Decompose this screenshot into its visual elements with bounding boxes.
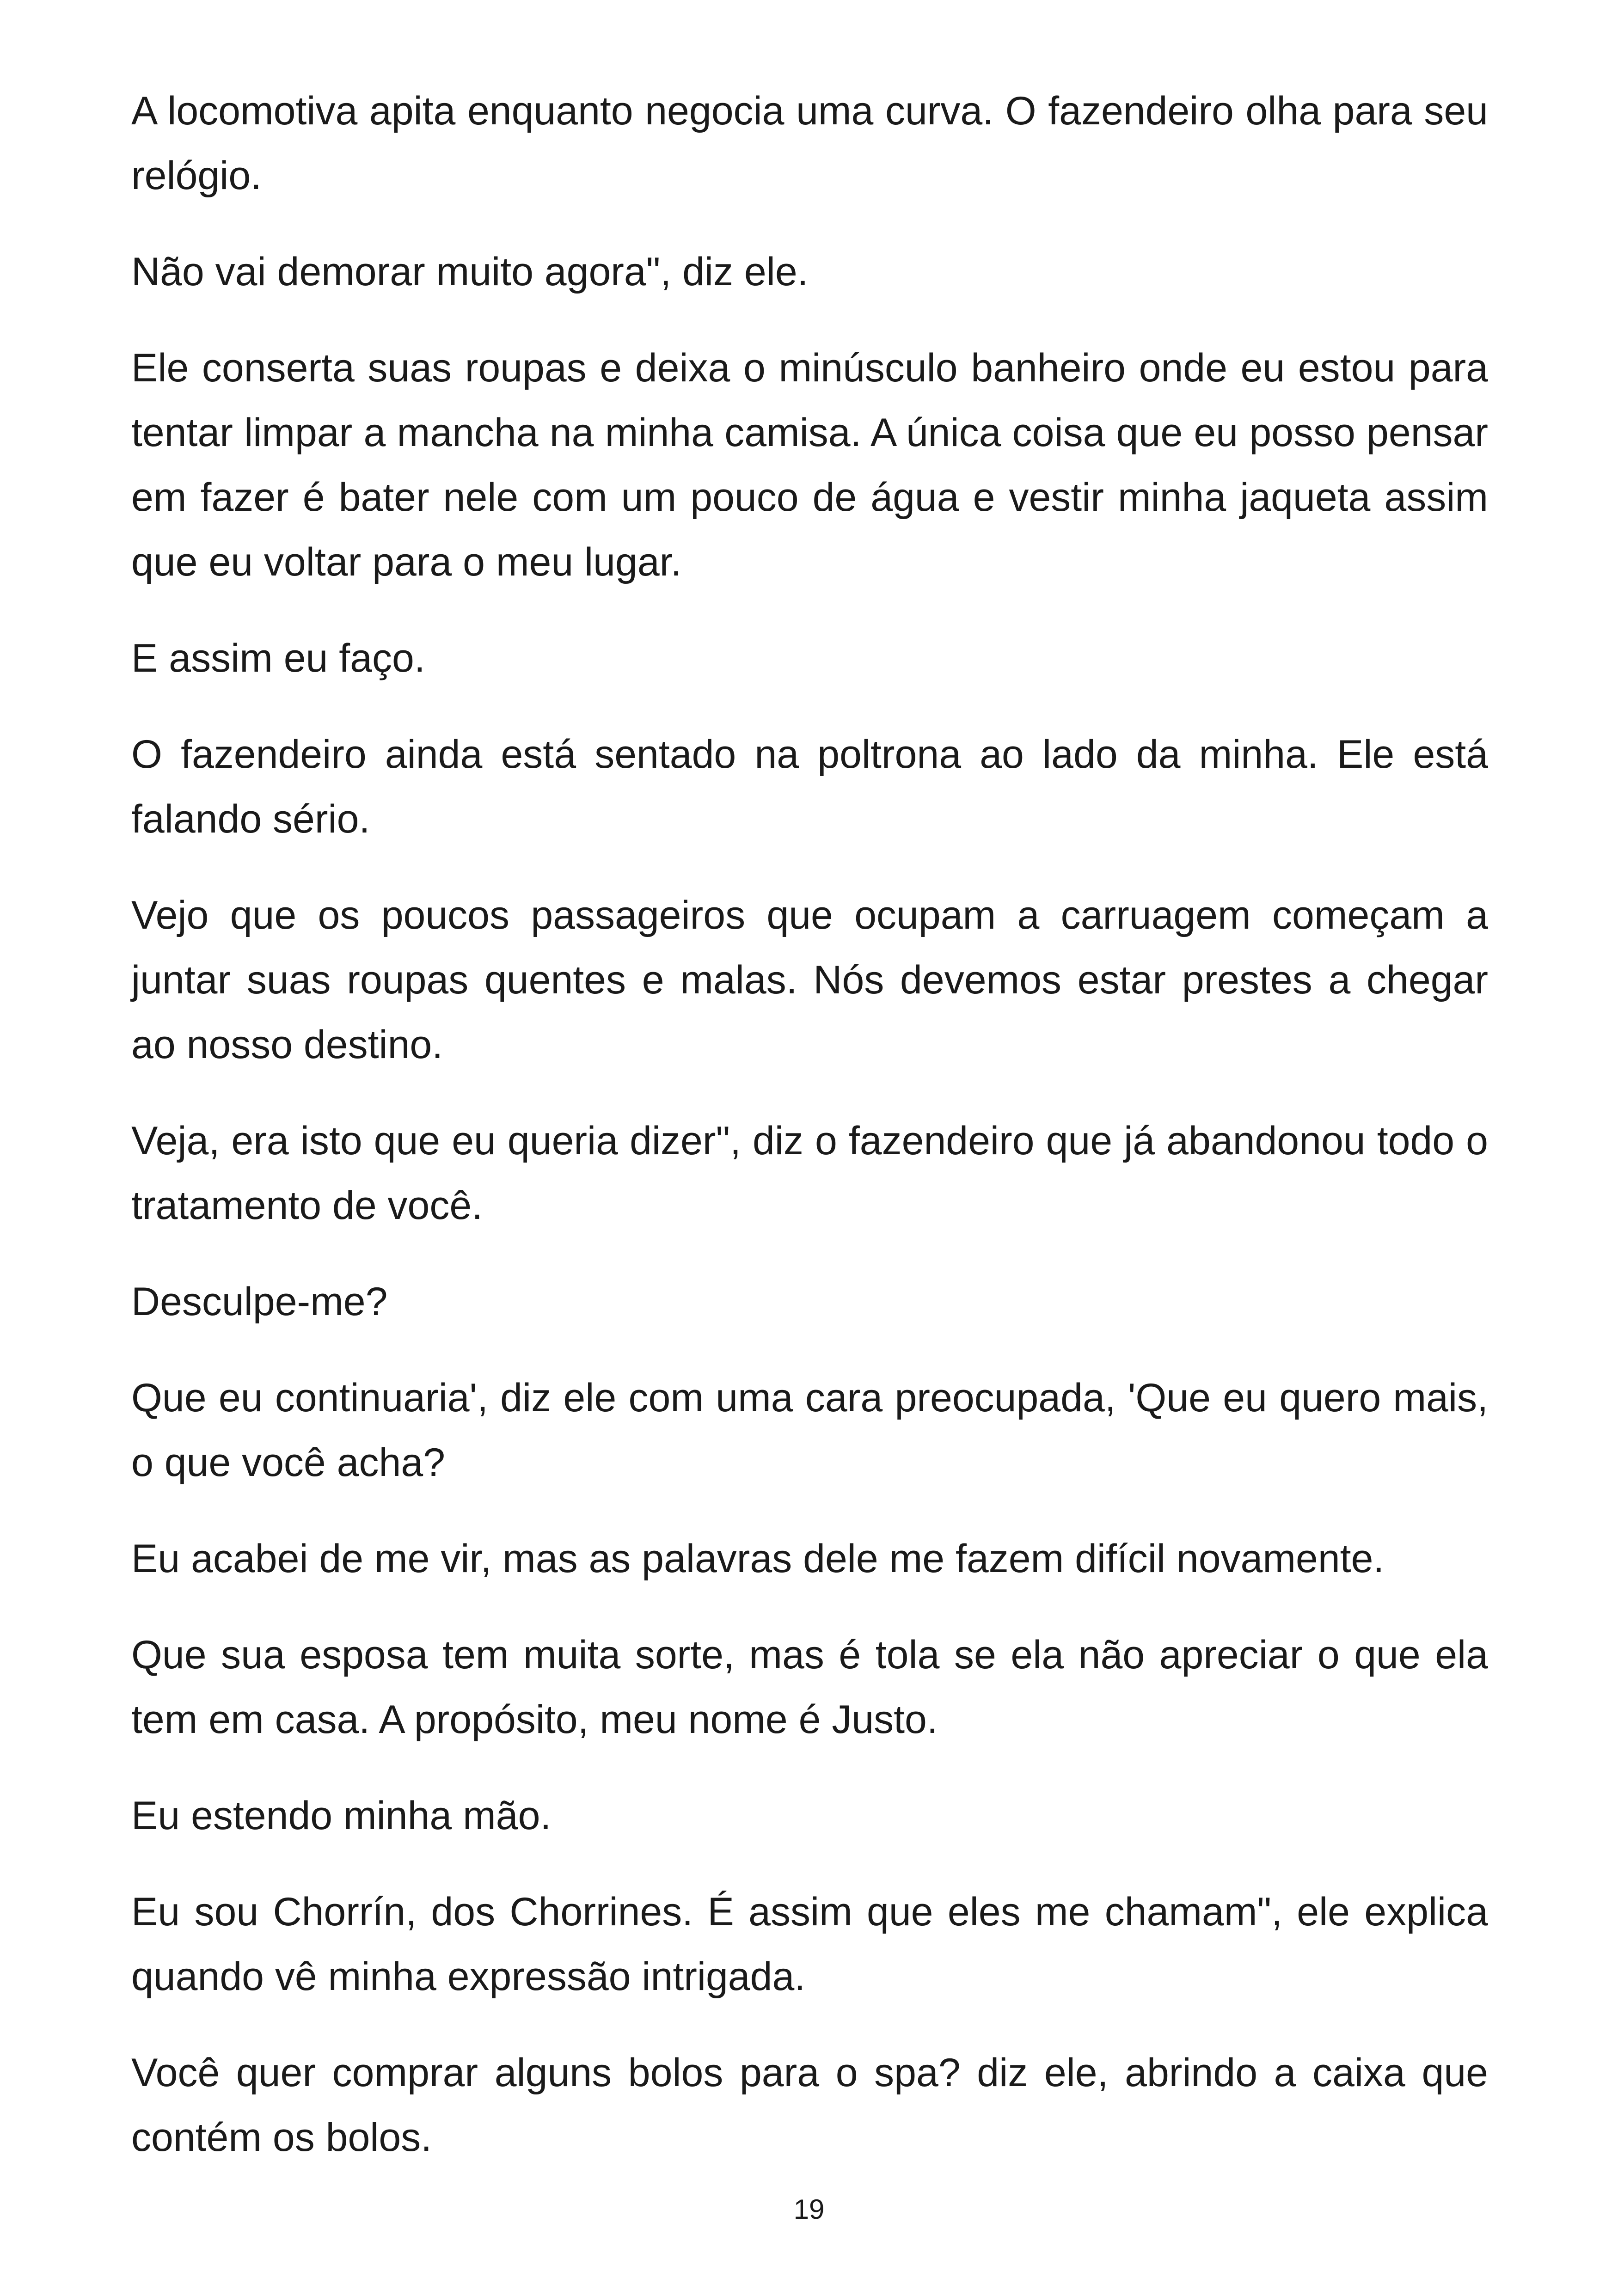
paragraph-1: A locomotiva apita enquanto negocia uma curva. O fazendeiro olha para seu relógio. [131,89,1488,198]
paragraph-14: Você quer comprar alguns bolos para o spa? diz ele, abrindo a caixa que contém os bolos. [131,2051,1488,2160]
paragraph-4: E assim eu faço. [131,636,425,680]
paragraph-6: Vejo que os poucos passageiros que ocupam a carruagem começam a juntar suas roupas quentes e malas. Nós devemos estar prestes a chegar ao nosso destino. [131,893,1488,1067]
paragraph-8: Desculpe-me? [131,1280,388,1324]
paragraph-2: Não vai demorar muito agora", diz ele. [131,250,809,294]
paragraph-5: O fazendeiro ainda está sentado na poltrona ao lado da minha. Ele está falando sério. [131,732,1488,841]
paragraph-13: Eu sou Chorrín, dos Chorrines. É assim que eles me chamam", ele explica quando vê minha expressão intrigada. [131,1890,1488,1999]
paragraph-10: Eu acabei de me vir, mas as palavras dele me fazem difícil novamente. [131,1537,1385,1581]
paragraph-12: Eu estendo minha mão. [131,1794,552,1838]
body-text [131,79,1488,2201]
page-number: 19 [793,2194,825,2225]
paragraph-9: Que eu continuaria', diz ele com uma cara preocupada, 'Que eu quero mais, o que você acha? [131,1376,1488,1485]
paragraph-3: Ele conserta suas roupas e deixa o minúsculo banheiro onde eu estou para tentar limpar a mancha na minha camisa. A única coisa que eu posso pensar em fazer é bater nele com um pouco de água e vestir minha jaqueta assim que eu voltar para o meu lugar. [131,346,1488,584]
paragraph-7: Veja, era isto que eu queria dizer", diz o fazendeiro que já abandonou todo o tratamento de você. [131,1119,1488,1228]
paragraph-11: Que sua esposa tem muita sorte, mas é tola se ela não apreciar o que ela tem em casa. A propósito, meu nome é Justo. [131,1633,1488,1742]
